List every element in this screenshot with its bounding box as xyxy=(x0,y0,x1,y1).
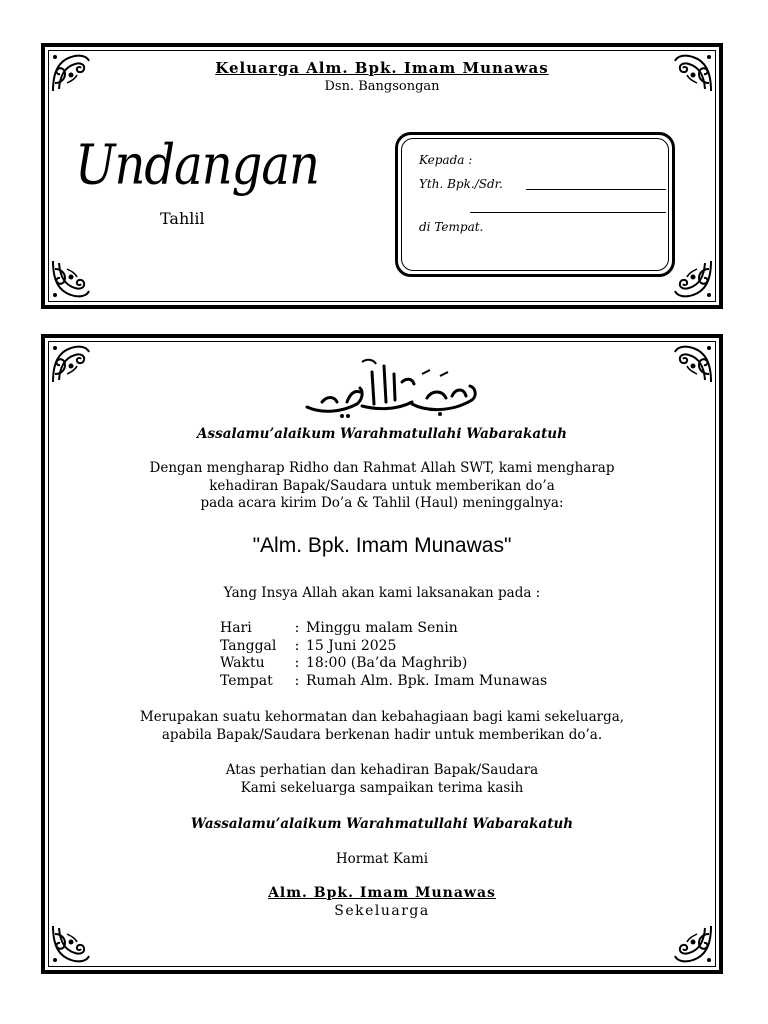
detail-value: Rumah Alm. Bpk. Imam Munawas xyxy=(306,672,548,689)
invitation-subtitle: Tahlil xyxy=(160,209,205,228)
to-label: Kepada : xyxy=(419,153,473,167)
village-name: Dsn. Bangsongan xyxy=(324,79,440,94)
detail-row xyxy=(220,620,547,638)
honor-line: apabila Bapak/Saudara berkenan hadir untuk memberikan do’a. xyxy=(161,726,603,743)
detail-row xyxy=(220,655,547,673)
thanks-line: Kami sekeluarga sampaikan terima kasih xyxy=(240,779,524,796)
event-details xyxy=(220,620,547,690)
deceased-name: "Alm. Bpk. Imam Munawas" xyxy=(252,534,512,557)
recipient-address-line[interactable] xyxy=(470,212,666,213)
envelope-card xyxy=(41,43,723,309)
family-name: Keluarga Alm. Bpk. Imam Munawas xyxy=(215,59,549,77)
intro-paragraph xyxy=(45,460,719,513)
honor-line: Merupakan suatu kehormatan dan kebahagiaan bagi kami sekeluarga, xyxy=(139,709,625,725)
closing-greeting: Wassalamu’alaikum Warahmatullahi Wabarakatuh xyxy=(190,816,574,832)
detail-separator: : xyxy=(294,637,300,654)
detail-separator: : xyxy=(294,655,300,671)
thanks-line: Atas perhatian dan kehadiran Bapak/Saudara xyxy=(225,762,539,778)
detail-row xyxy=(220,673,547,691)
intro-line: pada acara kirim Do’a & Tahlil (Haul) meninggalnya: xyxy=(200,495,564,511)
detail-key: Waktu xyxy=(220,655,265,671)
schedule-intro: Yang Insya Allah akan kami laksanakan pada : xyxy=(223,585,541,601)
invitation-title: Undangan xyxy=(75,132,319,198)
detail-key: Tanggal xyxy=(220,637,277,654)
intro-line: Dengan mengharap Ridho dan Rahmat Allah SWT, kami mengharap xyxy=(149,460,615,476)
opening-greeting: Assalamu’alaikum Warahmatullahi Wabarakatuh xyxy=(197,426,567,442)
detail-value: 18:00 (Ba’da Maghrib) xyxy=(306,655,468,671)
letter-card xyxy=(41,334,723,974)
detail-key: Tempat xyxy=(220,672,273,689)
detail-separator: : xyxy=(294,620,300,636)
signature-name: Alm. Bpk. Imam Munawas xyxy=(268,885,496,901)
detail-separator: : xyxy=(294,672,300,689)
honor-paragraph xyxy=(45,709,719,744)
ornament-corner-icon xyxy=(51,344,91,384)
thanks-paragraph xyxy=(45,762,719,797)
ornament-corner-icon xyxy=(673,259,713,299)
address-box xyxy=(395,132,675,277)
detail-value: Minggu malam Senin xyxy=(306,620,458,636)
recipient-name-line[interactable] xyxy=(526,189,666,190)
signature-family: Sekeluarga xyxy=(334,903,430,919)
place-label: di Tempat. xyxy=(419,220,484,234)
intro-line: kehadiran Bapak/Saudara untuk memberikan do’a xyxy=(209,477,555,494)
detail-value: 15 Juni 2025 xyxy=(306,637,397,654)
detail-key: Hari xyxy=(220,620,252,636)
ornament-corner-icon xyxy=(673,924,713,964)
detail-row xyxy=(220,638,547,656)
recipient-label: Yth. Bpk./Sdr. xyxy=(419,177,503,191)
ornament-corner-icon xyxy=(673,344,713,384)
ornament-corner-icon xyxy=(51,259,91,299)
basmalah-calligraphy xyxy=(302,352,482,422)
ornament-corner-icon xyxy=(51,924,91,964)
regards-text: Hormat Kami xyxy=(335,851,429,867)
